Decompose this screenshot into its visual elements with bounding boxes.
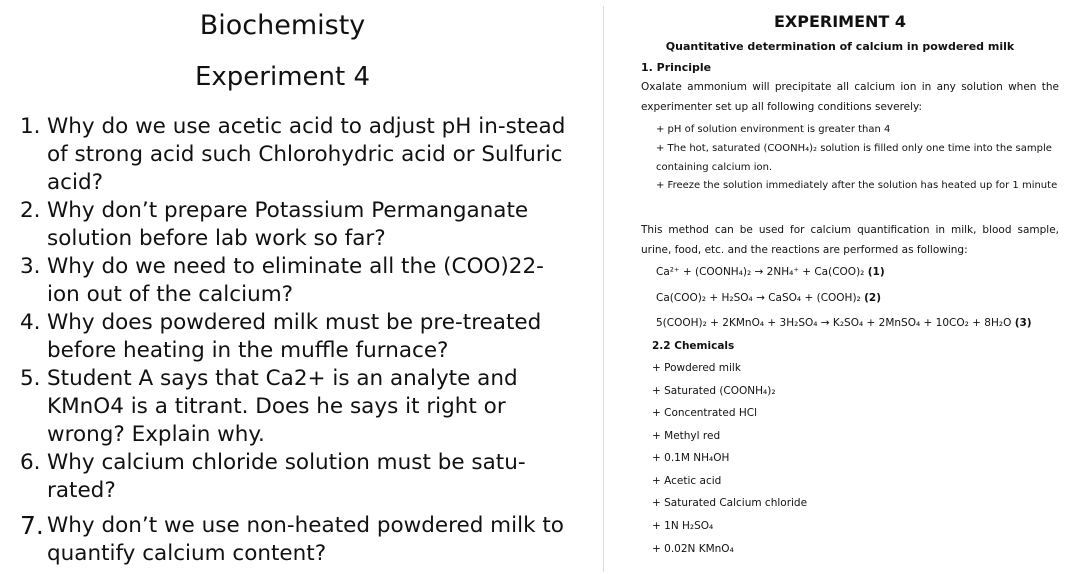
question-number: 7. — [20, 511, 44, 540]
doc-heading: EXPERIMENT 4 — [773, 12, 907, 31]
question-text: Why don’t we use non-heated powdered milk to quantify calcium content? — [47, 513, 564, 566]
method-paragraph: This method can be used for calcium quantification in milk, blood sample, urine, food, etc. and the reactions are performed as following: — [641, 224, 1059, 256]
reaction-equation — [656, 292, 881, 304]
reaction-label: (2) — [864, 292, 881, 304]
reaction-equation — [656, 317, 1032, 329]
question-number: 2. — [20, 198, 41, 223]
question-number: 3. — [20, 254, 41, 279]
question-item — [20, 512, 580, 568]
question-item — [20, 449, 580, 505]
principle-paragraph: Oxalate ammonium will precipitate all calcium ion in any solution when the experimenter set up all following conditions severely: — [641, 81, 1059, 113]
question-item — [20, 197, 580, 253]
question-text: Why do we use acetic acid to adjust pH in-stead of strong acid such Chlorohydric acid or Sulfuric acid? — [47, 114, 566, 195]
question-text: Why does powdered milk must be pre-treated before heating in the muffle furnace? — [47, 310, 542, 363]
question-number: 1. — [20, 114, 41, 139]
panel-divider — [603, 6, 604, 572]
chemical-item: + Saturated Calcium chloride — [652, 497, 808, 509]
chemical-item: + Acetic acid — [652, 475, 722, 487]
chemical-item: + 0.02N KMnO₄ — [652, 543, 734, 555]
doc-subheading: Quantitative determination of calcium in powdered milk — [665, 40, 1015, 53]
chemical-item: + 1N H₂SO₄ — [652, 520, 714, 532]
chemical-item: + 0.1M NH₄OH — [652, 452, 730, 464]
question-text: Student A says that Ca2+ is an analyte and KMnO4 is a titrant. Does he says it right or wrong? Explain why. — [47, 366, 518, 447]
reaction-label: (3) — [1014, 317, 1032, 329]
condition-item: + Freeze the solution immediately after the solution has heated up for 1 minute — [656, 180, 1058, 191]
question-number: 4. — [20, 310, 41, 335]
slide-title: Biochemisty — [199, 10, 366, 41]
question-item — [20, 113, 580, 197]
slide-subtitle: Experiment 4 — [194, 62, 371, 92]
question-item — [20, 253, 580, 309]
document-panel — [610, 0, 1070, 574]
condition-item: + The hot, saturated (COONH₄)₂ solution is filled only one time into the sample containing calcium ion. — [656, 143, 1052, 173]
reaction-equation — [656, 266, 885, 278]
reaction-formula: Ca²⁺ + (COONH₄)₂ → 2NH₄⁺ + Ca(COO)₂ — [656, 266, 868, 278]
reaction-label: (1) — [867, 266, 885, 278]
chemical-item: + Methyl red — [652, 430, 721, 442]
question-number: 6. — [20, 450, 41, 475]
question-item — [20, 365, 580, 449]
section-chemicals-heading: 2.2 Chemicals — [652, 340, 735, 352]
reaction-formula: Ca(COO)₂ + H₂SO₄ → CaSO₄ + (COOH)₂ — [656, 292, 865, 304]
chemical-item: + Saturated (COONH₄)₂ — [652, 385, 776, 397]
condition-item: + pH of solution environment is greater than 4 — [656, 124, 891, 135]
chemical-item: + Powdered milk — [652, 362, 741, 374]
question-text: Why calcium chloride solution must be satu-rated? — [47, 450, 526, 503]
question-text: Why do we need to eliminate all the (COO)22- ion out of the calcium? — [47, 254, 544, 307]
chemical-item: + Concentrated HCl — [652, 407, 758, 419]
reaction-formula: 5(COOH)₂ + 2KMnO₄ + 3H₂SO₄ → K₂SO₄ + 2MnSO₄ + 10CO₂ + 8H₂O — [656, 317, 1015, 329]
section-principle-heading: 1. Principle — [641, 61, 712, 74]
question-item — [20, 309, 580, 365]
question-number: 5. — [20, 366, 41, 391]
question-text: Why don’t prepare Potassium Permanganate solution before lab work so far? — [47, 198, 529, 251]
